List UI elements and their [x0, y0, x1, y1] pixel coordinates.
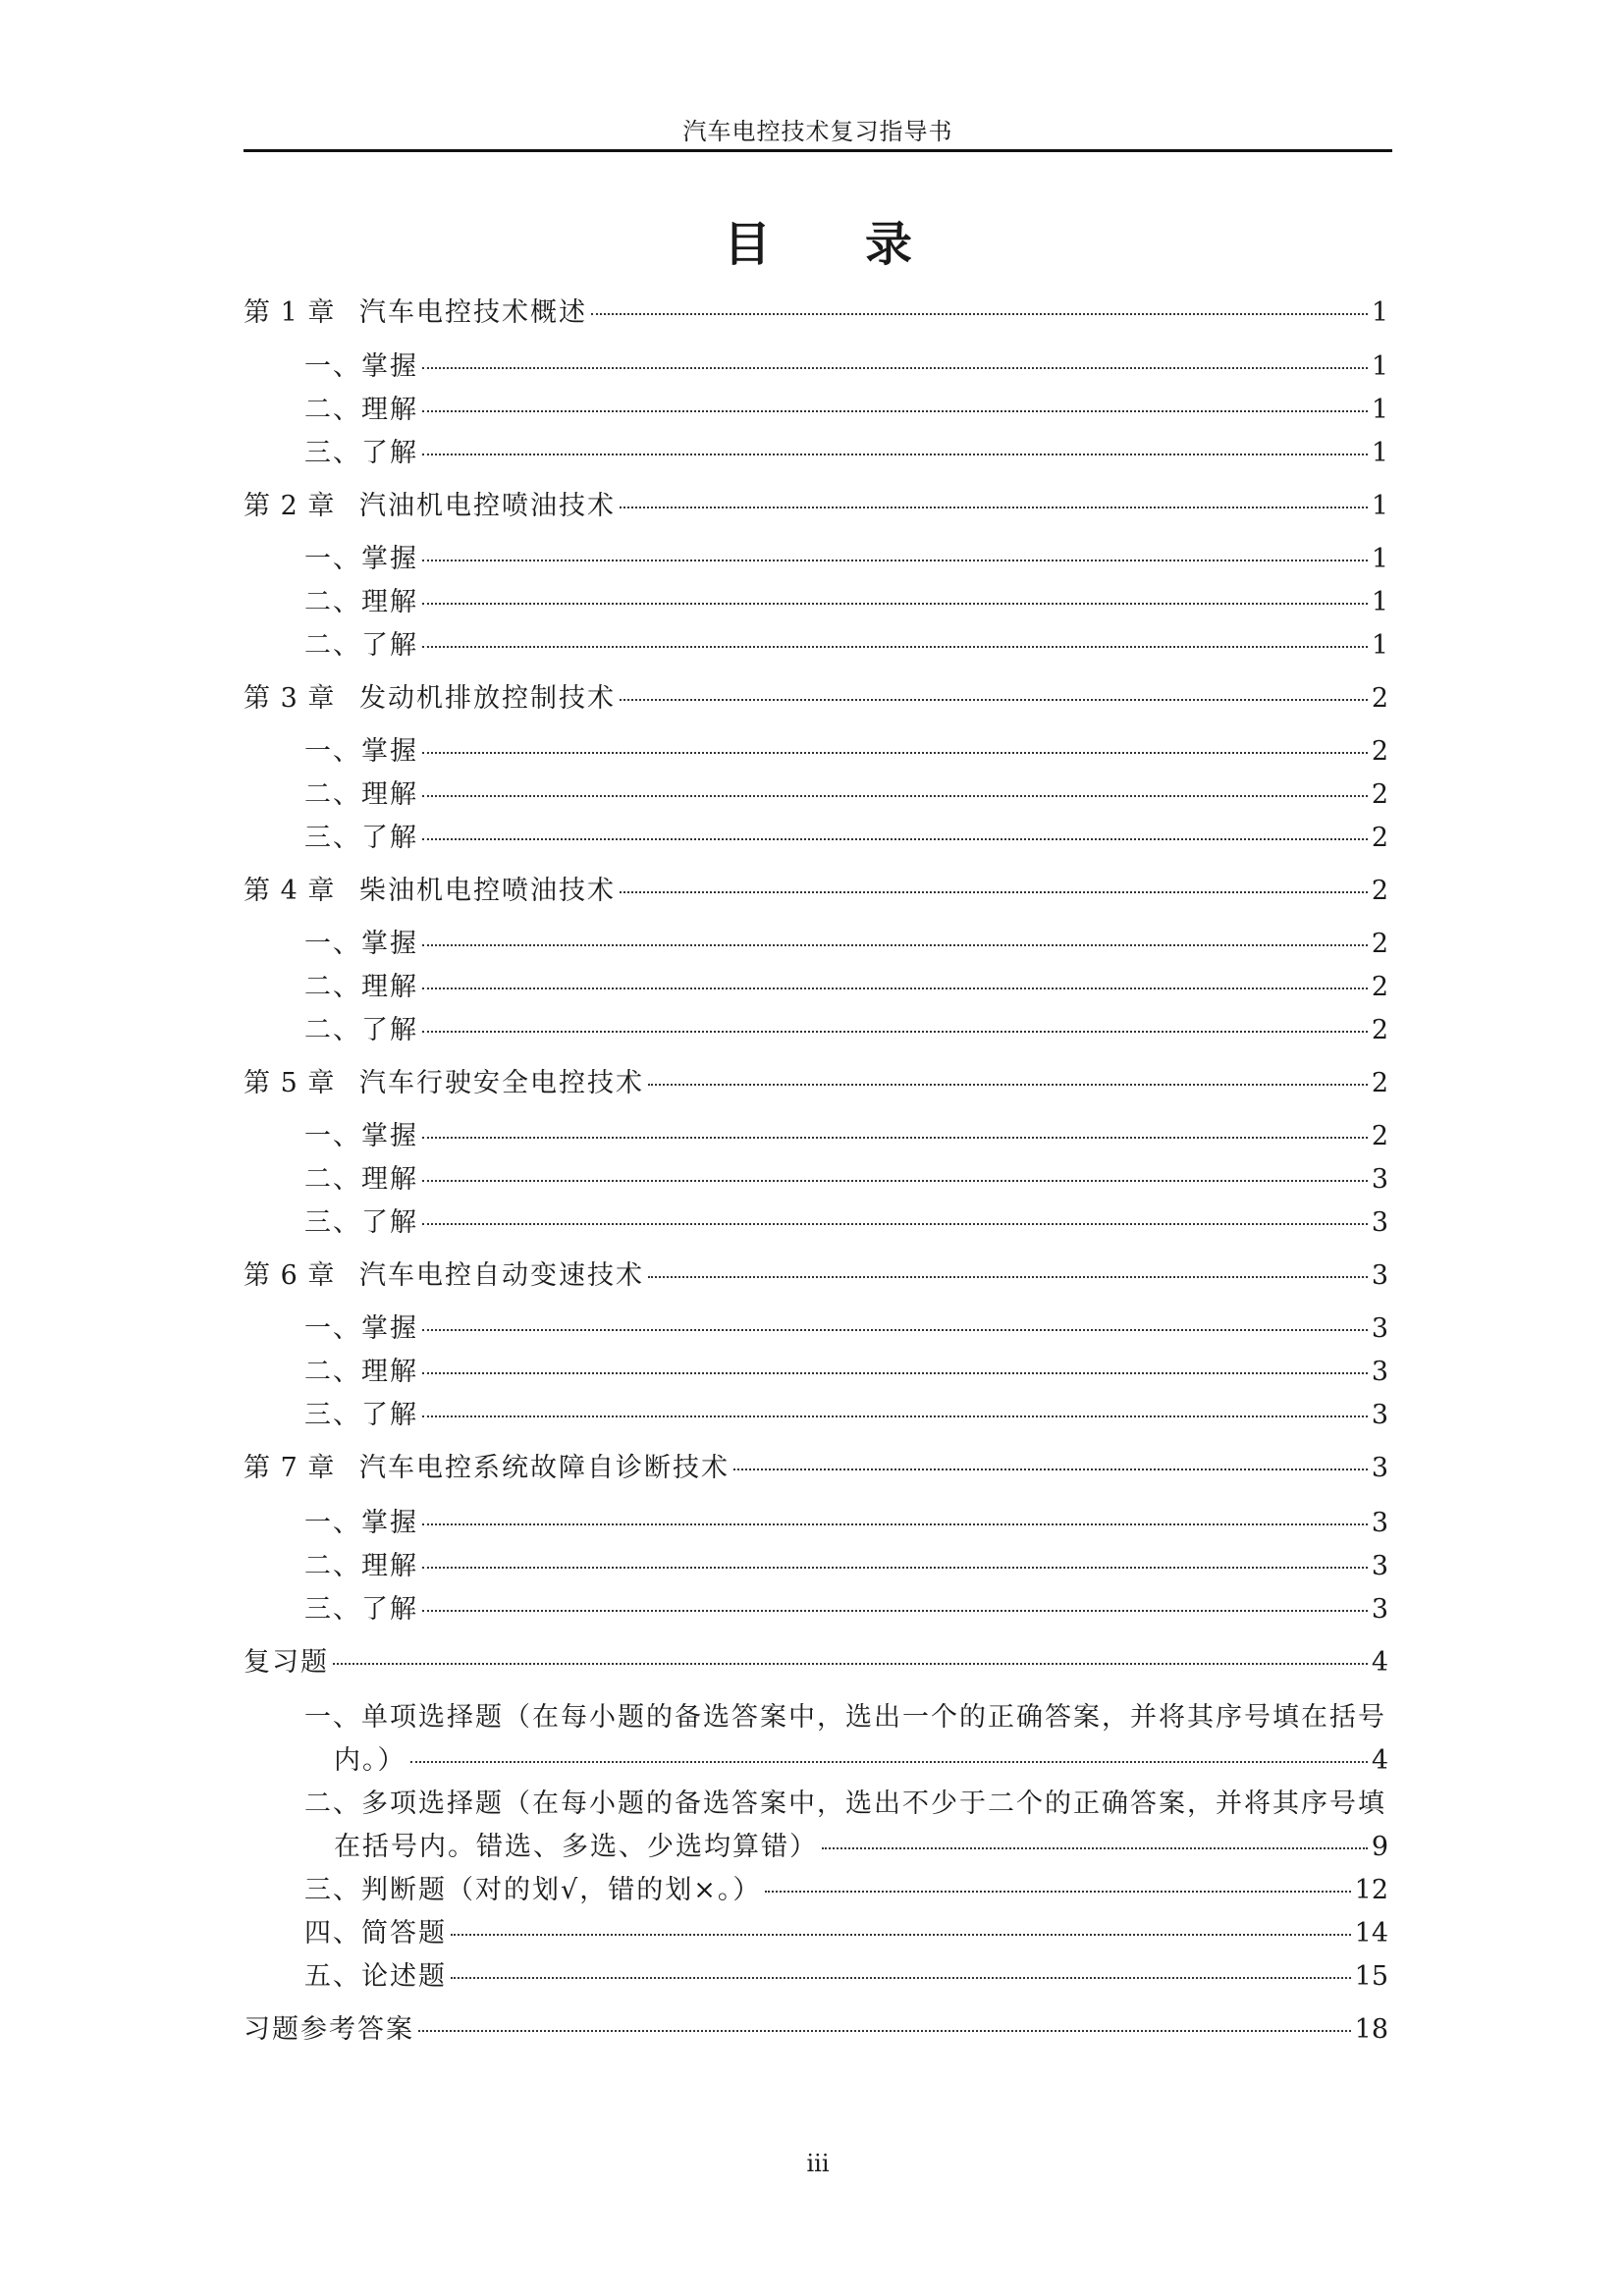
- toc-chapter-3[interactable]: [244, 682, 1388, 716]
- page-ref: 1: [1371, 630, 1388, 661]
- page-ref: 2: [1371, 1015, 1388, 1045]
- review-item-title: 五、论述题: [304, 1961, 447, 1992]
- dot-leader: [422, 795, 1368, 797]
- toc-section[interactable]: [244, 350, 1388, 384]
- dot-leader: [451, 1934, 1351, 1936]
- section-title: 二、理解: [304, 1551, 418, 1581]
- review-title: 复习题: [244, 1647, 329, 1678]
- toc-chapter-1[interactable]: [244, 296, 1388, 330]
- toc-section[interactable]: [244, 1014, 1388, 1047]
- dot-leader: [451, 1977, 1351, 1979]
- section-title: 二、理解: [304, 587, 418, 617]
- dot-leader: [422, 560, 1368, 561]
- toc-section[interactable]: [244, 1507, 1388, 1540]
- toc-section[interactable]: [244, 778, 1388, 812]
- review-item-title: 四、简答题: [304, 1918, 447, 1949]
- page-ref: 18: [1354, 2014, 1388, 2045]
- page-ref: 3: [1371, 1453, 1388, 1483]
- chapter-number: 第 1 章: [244, 297, 336, 328]
- chapter-number: 第 3 章: [244, 683, 336, 714]
- dot-leader: [418, 2030, 1351, 2032]
- section-title: 一、掌握: [304, 1508, 418, 1538]
- chapter-number: 第 4 章: [244, 876, 336, 906]
- toc-section[interactable]: [244, 586, 1388, 619]
- toc-review-item-2[interactable]: [244, 1831, 1388, 1864]
- page-ref: 1: [1371, 438, 1388, 468]
- section-title: 一、掌握: [304, 351, 418, 382]
- dot-leader: [422, 367, 1368, 369]
- dot-leader: [422, 1567, 1368, 1569]
- section-title: 二、理解: [304, 779, 418, 810]
- header-rule: [244, 149, 1392, 152]
- dot-leader: [422, 646, 1368, 648]
- toc-section[interactable]: [244, 437, 1388, 470]
- toc-section[interactable]: [244, 1399, 1388, 1432]
- page-ref: 3: [1371, 1508, 1388, 1538]
- toc-review[interactable]: [244, 1646, 1388, 1680]
- toc-section[interactable]: [244, 394, 1388, 427]
- section-title: 三、了解: [304, 823, 418, 853]
- toc-section[interactable]: [244, 1550, 1388, 1583]
- page-ref: 2: [1371, 1121, 1388, 1151]
- dot-leader: [422, 410, 1368, 412]
- review-item-title: 三、判断题（对的划√，错的划×。）: [304, 1875, 762, 1905]
- review-item-1-line-1[interactable]: 一、单项选择题（在每小题的备选答案中，选出一个的正确答案，并将其序号填在括号: [304, 1702, 1386, 1733]
- page-ref: 3: [1371, 1207, 1388, 1238]
- section-title: 三、了解: [304, 1207, 418, 1238]
- page-ref: 2: [1371, 779, 1388, 810]
- page-ref: 2: [1371, 736, 1388, 767]
- section-title: 三、了解: [304, 1400, 418, 1430]
- chapter-title: 汽车电控自动变速技术: [359, 1260, 644, 1291]
- page-ref: 1: [1371, 395, 1388, 425]
- page-ref: 3: [1371, 1594, 1388, 1625]
- page-ref: 9: [1371, 1832, 1388, 1862]
- page-ref: 2: [1371, 929, 1388, 959]
- chapter-title: 汽油机电控喷油技术: [359, 491, 616, 521]
- page-ref: 1: [1371, 297, 1388, 328]
- dot-leader: [422, 838, 1368, 840]
- chapter-title: 柴油机电控喷油技术: [359, 876, 616, 906]
- dot-leader: [422, 1180, 1368, 1182]
- section-title: 二、理解: [304, 972, 418, 1002]
- chapter-title: 汽车行驶安全电控技术: [359, 1068, 644, 1098]
- page-ref: 3: [1371, 1357, 1388, 1387]
- review-item-2-line-1[interactable]: 二、多项选择题（在每小题的备选答案中，选出不少于二个的正确答案，并将其序号填: [304, 1789, 1386, 1819]
- toc-review-item-4[interactable]: [244, 1917, 1388, 1950]
- dot-leader: [333, 1663, 1368, 1665]
- dot-leader: [422, 1329, 1368, 1331]
- chapter-number: 第 7 章: [244, 1453, 336, 1483]
- page-ref: 2: [1371, 876, 1388, 906]
- toc-title-char-2: 录: [865, 217, 913, 272]
- toc-section[interactable]: [244, 735, 1388, 769]
- page-ref: 3: [1371, 1400, 1388, 1430]
- section-title: 一、掌握: [304, 544, 418, 574]
- chapter-number: 第 2 章: [244, 491, 336, 521]
- dot-leader: [422, 752, 1368, 754]
- dot-leader: [422, 1415, 1368, 1417]
- page-ref: 1: [1371, 587, 1388, 617]
- toc-answers[interactable]: [244, 2013, 1388, 2047]
- toc-chapter-2[interactable]: [244, 490, 1388, 523]
- toc-section[interactable]: [244, 822, 1388, 855]
- toc-section[interactable]: [244, 1163, 1388, 1197]
- dot-leader: [422, 944, 1368, 946]
- section-title: 二、了解: [304, 1015, 418, 1045]
- dot-leader: [648, 1276, 1368, 1278]
- section-title: 三、了解: [304, 1594, 418, 1625]
- page-ref: 2: [1371, 683, 1388, 714]
- chapter-number: 第 5 章: [244, 1068, 336, 1098]
- page-ref: 12: [1354, 1875, 1388, 1905]
- section-title: 三、了解: [304, 438, 418, 468]
- dot-leader: [822, 1847, 1368, 1849]
- dot-leader: [620, 507, 1368, 508]
- toc-section[interactable]: [244, 629, 1388, 663]
- page-ref: 3: [1371, 1260, 1388, 1291]
- chapter-number: 第 6 章: [244, 1260, 336, 1291]
- dot-leader: [620, 699, 1368, 701]
- dot-leader: [765, 1891, 1350, 1893]
- toc-title-char-1: 目: [723, 217, 771, 272]
- page-ref: 4: [1371, 1745, 1388, 1776]
- chapter-title: 汽车电控系统故障自诊断技术: [359, 1453, 730, 1483]
- page-ref: 2: [1371, 972, 1388, 1002]
- toc-review-item-3[interactable]: [244, 1874, 1388, 1907]
- toc-chapter-6[interactable]: [244, 1259, 1388, 1293]
- page-ref: 2: [1371, 823, 1388, 853]
- review-item-1-line-2: 内。）: [334, 1745, 406, 1776]
- dot-leader: [620, 891, 1368, 893]
- page-ref: 1: [1371, 351, 1388, 382]
- toc-section[interactable]: [244, 1312, 1388, 1346]
- section-title: 一、掌握: [304, 929, 418, 959]
- dot-leader: [422, 454, 1368, 455]
- toc-section[interactable]: [244, 1120, 1388, 1153]
- toc-review-item-1[interactable]: [244, 1744, 1388, 1778]
- dot-leader: [422, 1523, 1368, 1525]
- dot-leader: [422, 1031, 1368, 1033]
- dot-leader: [410, 1761, 1368, 1763]
- dot-leader: [422, 1137, 1368, 1139]
- dot-leader: [422, 988, 1368, 989]
- dot-leader: [422, 1223, 1368, 1225]
- page-number: iii: [806, 2150, 830, 2177]
- dot-leader: [422, 603, 1368, 605]
- toc-title: [244, 206, 1392, 274]
- dot-leader: [422, 1372, 1368, 1374]
- dot-leader: [422, 1610, 1368, 1612]
- section-title: 一、掌握: [304, 1313, 418, 1344]
- dot-leader: [648, 1084, 1368, 1086]
- page-ref: 3: [1371, 1164, 1388, 1195]
- dot-leader: [591, 313, 1368, 315]
- toc-chapter-5[interactable]: [244, 1067, 1388, 1100]
- page-ref: 3: [1371, 1551, 1388, 1581]
- toc-section[interactable]: [244, 928, 1388, 961]
- page-ref: 1: [1371, 491, 1388, 521]
- page-ref: 15: [1354, 1961, 1388, 1992]
- toc-chapter-7[interactable]: [244, 1452, 1388, 1485]
- page-ref: 2: [1371, 1068, 1388, 1098]
- toc-review-item-5[interactable]: [244, 1960, 1388, 1994]
- answers-title: 习题参考答案: [244, 2014, 414, 2045]
- chapter-title: 发动机排放控制技术: [359, 683, 616, 714]
- toc-section[interactable]: [244, 971, 1388, 1004]
- section-title: 一、掌握: [304, 736, 418, 767]
- section-title: 二、了解: [304, 630, 418, 661]
- page-ref: 1: [1371, 544, 1388, 574]
- running-header: 汽车电控技术复习指导书: [682, 118, 953, 145]
- section-title: 二、理解: [304, 1357, 418, 1387]
- toc-section[interactable]: [244, 1206, 1388, 1240]
- toc-section[interactable]: [244, 1356, 1388, 1389]
- page-ref: 3: [1371, 1313, 1388, 1344]
- section-title: 二、理解: [304, 1164, 418, 1195]
- dot-leader: [733, 1468, 1368, 1470]
- page-ref: 14: [1354, 1918, 1388, 1949]
- review-item-2-line-2: 在括号内。错选、多选、少选均算错）: [334, 1832, 818, 1862]
- toc-chapter-4[interactable]: [244, 875, 1388, 908]
- toc-section[interactable]: [244, 1593, 1388, 1627]
- page-ref: 4: [1371, 1647, 1388, 1678]
- chapter-title: 汽车电控技术概述: [359, 297, 587, 328]
- section-title: 一、掌握: [304, 1121, 418, 1151]
- toc-section[interactable]: [244, 543, 1388, 576]
- section-title: 二、理解: [304, 395, 418, 425]
